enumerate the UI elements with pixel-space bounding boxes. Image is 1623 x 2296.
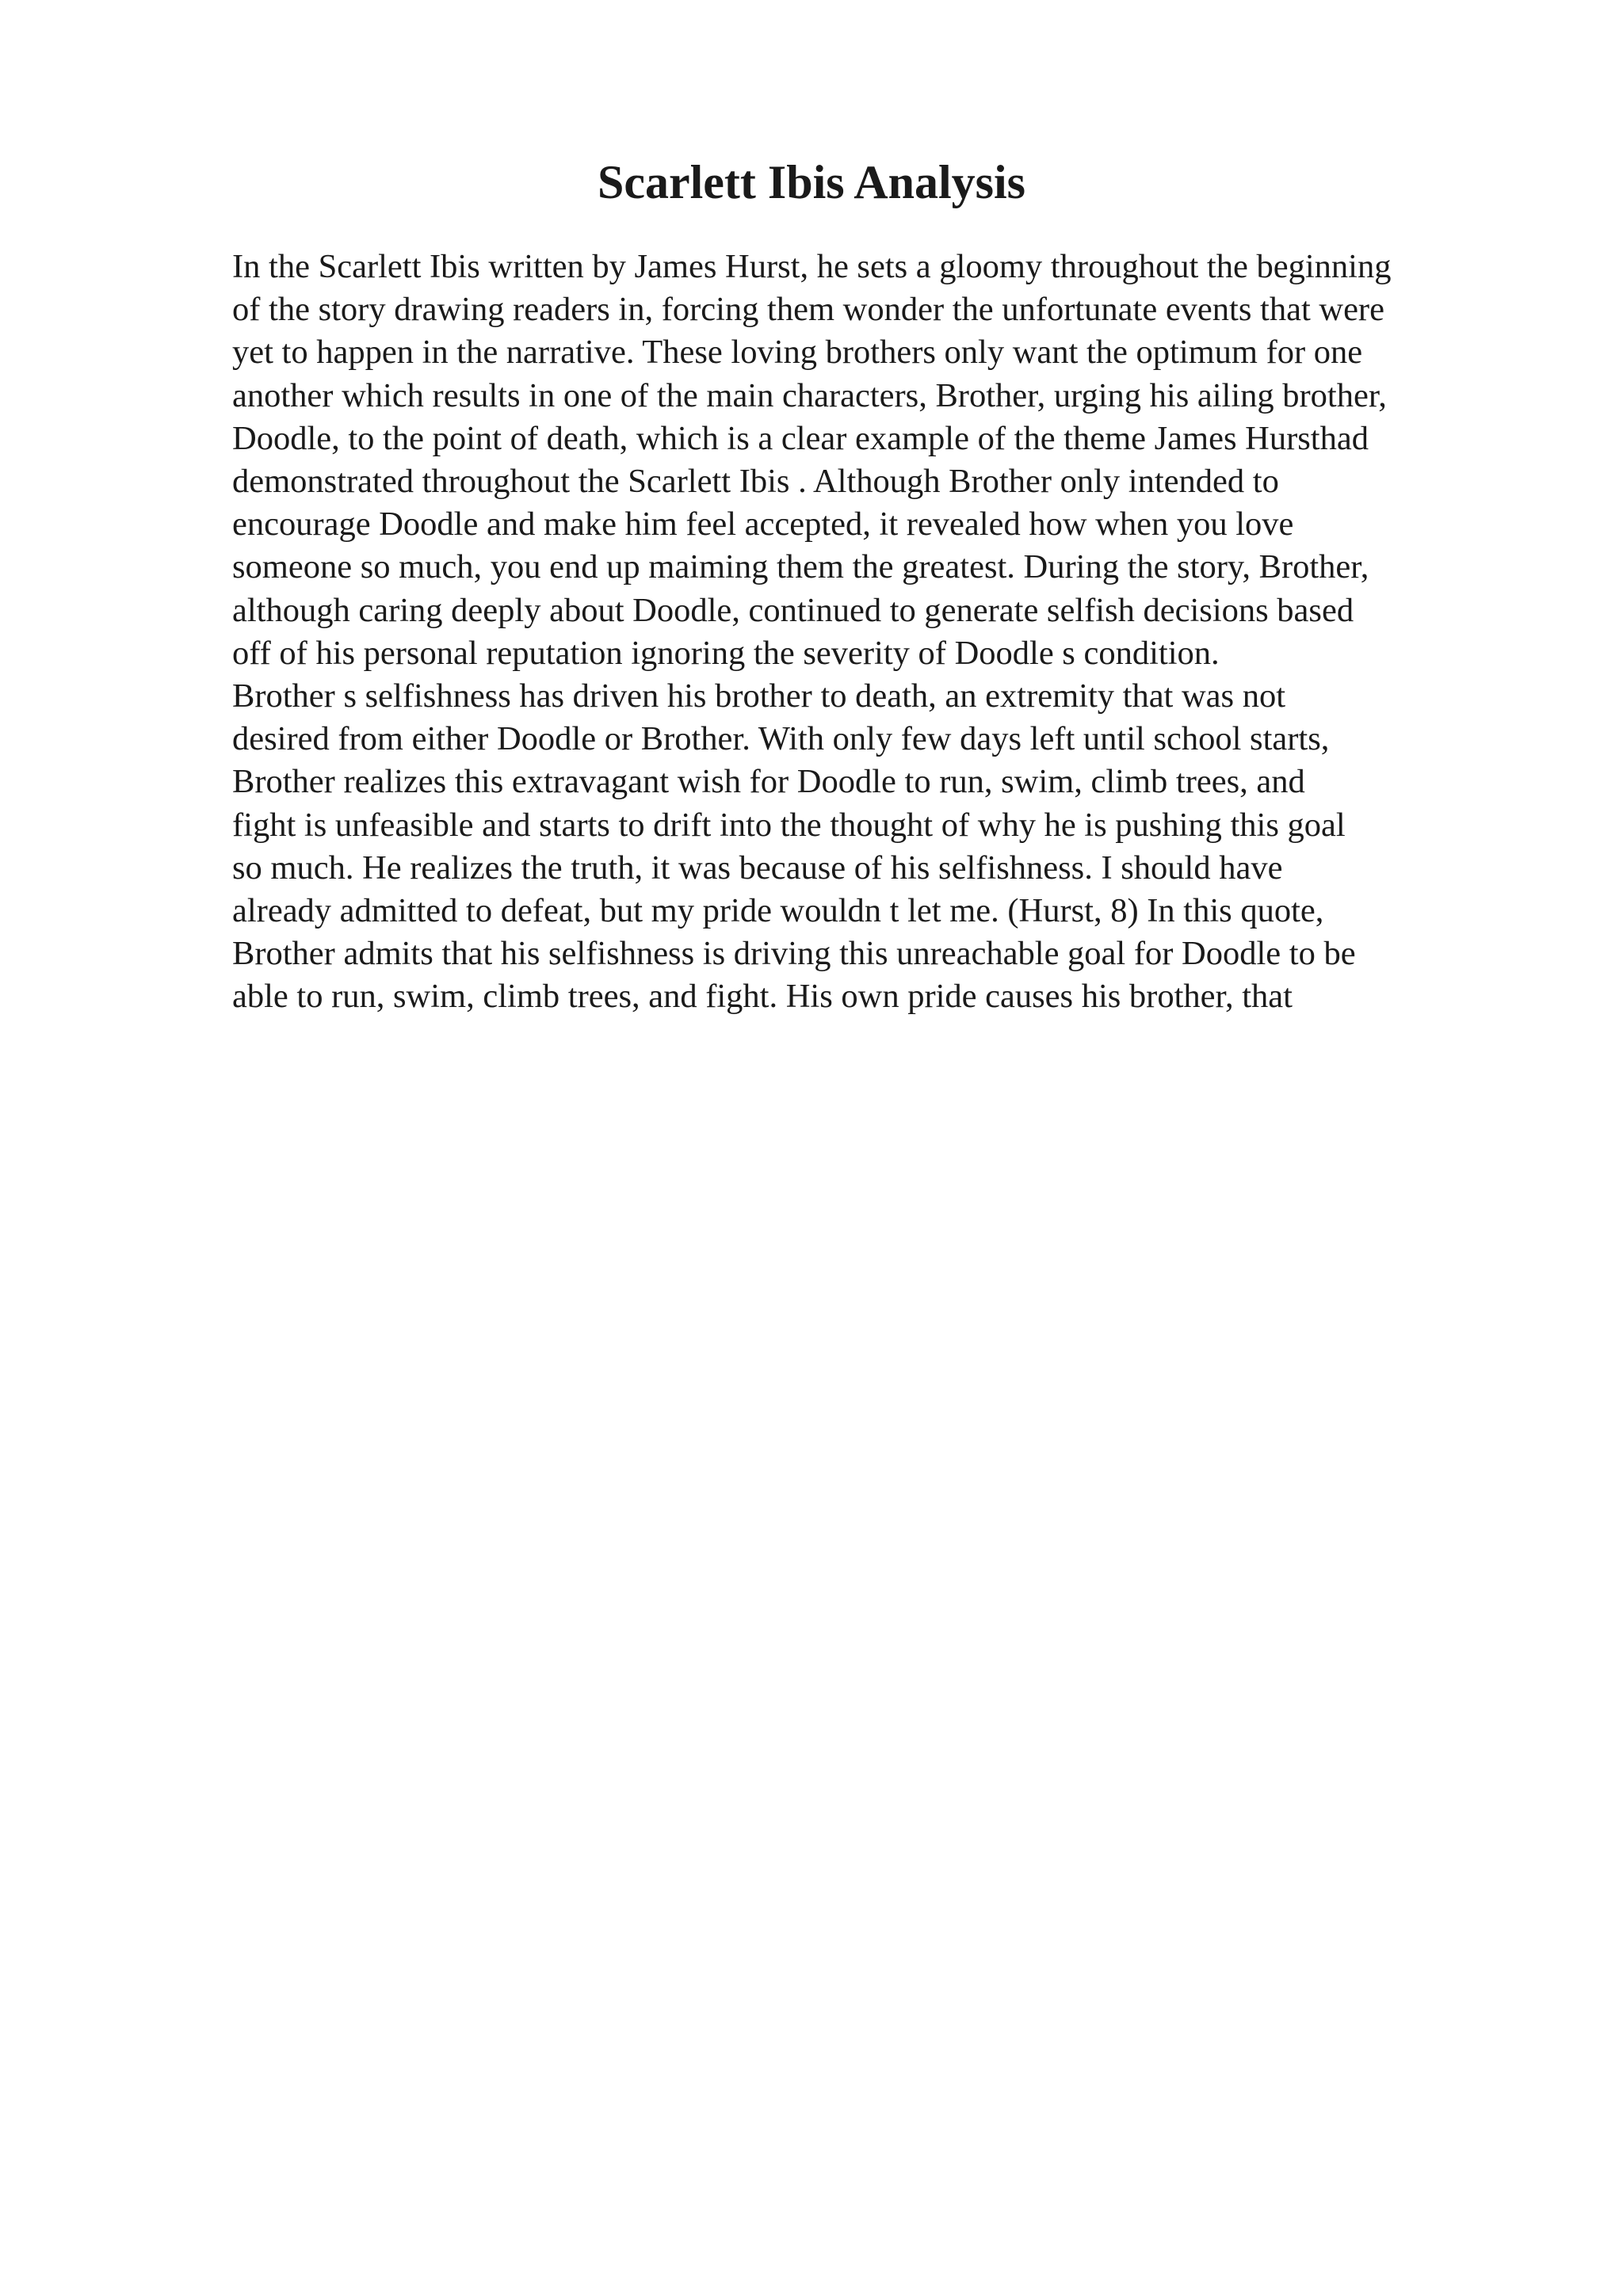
text-line: another which results in one of the main characters, Brother, urging his ailing brother, (232, 376, 1387, 414)
document-title: Scarlett Ibis Analysis (597, 156, 1026, 208)
text-line: of the story drawing readers in, forcing them wonder the unfortunate events that were (232, 291, 1384, 329)
body-paragraph (232, 246, 1532, 1019)
text-line: although caring deeply about Doodle, continued to generate selfish decisions based (232, 591, 1354, 629)
text-line: someone so much, you end up maiming them the greatest. During the story, Brother, (232, 548, 1369, 586)
text-line: In the Scarlett Ibis written by James Hurst, he sets a gloomy throughout the beginning (232, 248, 1392, 285)
text-line: already admitted to defeat, but my pride wouldn t let me. (Hurst, 8) In this quote, (232, 892, 1324, 930)
text-line: desired from either Doodle or Brother. With only few days left until school starts, (232, 720, 1330, 758)
text-line: off of his personal reputation ignoring the severity of Doodle s condition. (232, 634, 1220, 672)
text-line: Brother realizes this extravagant wish for Doodle to run, swim, climb trees, and (232, 763, 1305, 801)
text-line: encourage Doodle and make him feel accepted, it revealed how when you love (232, 505, 1294, 543)
text-line: yet to happen in the narrative. These loving brothers only want the optimum for one (232, 334, 1363, 372)
text-line: so much. He realizes the truth, it was because of his selfishness. I should have (232, 849, 1283, 887)
text-line: fight is unfeasible and starts to drift into the thought of why he is pushing this goal (232, 806, 1346, 844)
text-line: Brother s selfishness has driven his brother to death, an extremity that was not (232, 677, 1286, 715)
text-line: Doodle, to the point of death, which is a clear example of the theme James Hursthad (232, 419, 1369, 457)
text-line: demonstrated throughout the Scarlett Ibis . Although Brother only intended to (232, 463, 1279, 501)
text-line: able to run, swim, climb trees, and fight. His own pride causes his brother, that (232, 978, 1293, 1016)
text-line: Brother admits that his selfishness is driving this unreachable goal for Doodle to be (232, 935, 1356, 973)
